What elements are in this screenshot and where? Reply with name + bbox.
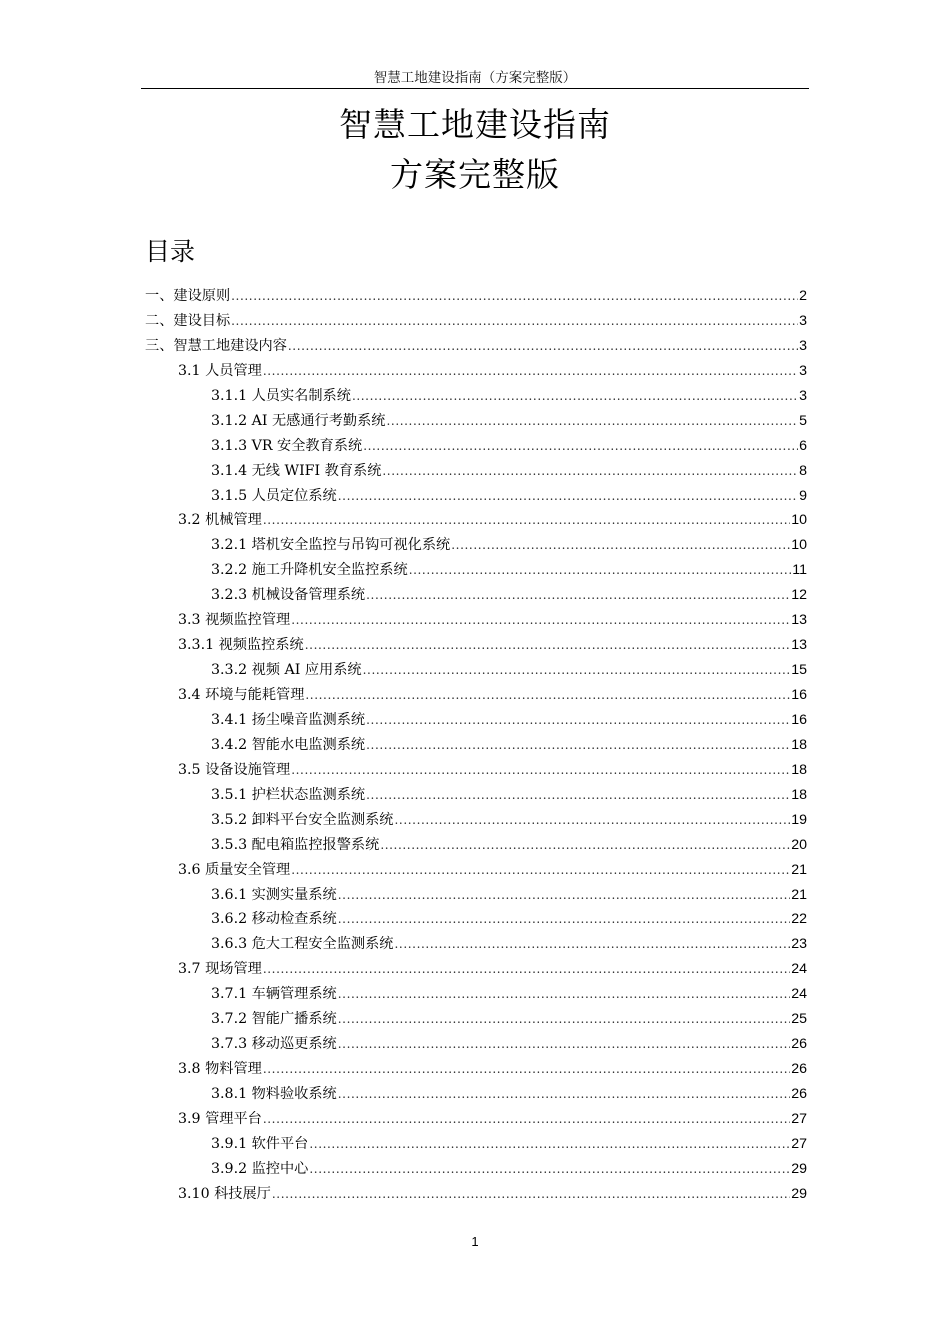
toc-entry-label: 3.6.1 实测实量系统: [211, 886, 337, 903]
document-title: 智慧工地建设指南: [339, 105, 611, 144]
toc-entry-page: 18: [791, 761, 807, 778]
toc-entry[interactable]: [141, 409, 809, 434]
toc-entry-label: 3.7 现场管理: [178, 961, 262, 978]
toc-entry[interactable]: [141, 459, 809, 484]
toc-entry-label: 3.9.2 监控中心: [211, 1160, 309, 1177]
toc-entry[interactable]: [141, 508, 809, 533]
toc-entry-page: 24: [791, 961, 807, 978]
toc-dot-leader: [366, 708, 790, 733]
toc-dot-leader: [363, 434, 798, 459]
toc-entry-label: 3.9.1 软件平台: [211, 1135, 309, 1152]
toc-entry[interactable]: [141, 932, 809, 957]
toc-entry[interactable]: [141, 434, 809, 459]
toc-entry-label: 3.4 环境与能耗管理: [178, 687, 305, 703]
toc-entry[interactable]: [141, 484, 809, 509]
toc-entry-label: 3.2.3 机械设备管理系统: [211, 587, 366, 604]
toc-entry-page: 3: [799, 362, 807, 379]
toc-entry-label: 3.9 管理平台: [178, 1110, 262, 1127]
toc-entry[interactable]: [141, 1007, 809, 1032]
toc-entry-page: 16: [791, 711, 807, 728]
toc-entry[interactable]: [141, 883, 809, 908]
toc-entry[interactable]: [141, 957, 809, 982]
toc-entry-label: 3.3 视频监控管理: [178, 612, 291, 629]
toc-entry[interactable]: [141, 558, 809, 583]
toc-entry[interactable]: [141, 982, 809, 1007]
document-subtitle: 方案完整版: [390, 155, 560, 194]
toc-dot-leader: [272, 1182, 790, 1207]
toc-entry[interactable]: [141, 783, 809, 808]
toc-dot-leader: [366, 583, 790, 608]
toc-entry-label: 3.8 物料管理: [178, 1061, 262, 1078]
running-header: 智慧工地建设指南（方案完整版）: [373, 70, 577, 86]
toc-entry-page: 15: [791, 662, 807, 679]
toc-entry-label: 3.1.3 VR 安全教育系统: [211, 437, 363, 454]
toc-entry-label: 3.3.1 视频监控系统: [178, 637, 304, 654]
toc-entry-label: 3.4.2 智能水电监测系统: [211, 736, 366, 753]
toc-entry-label: 3.4.1 扬尘噪音监测系统: [211, 711, 366, 728]
toc-entry[interactable]: [141, 309, 809, 334]
toc-entry-page: 3: [799, 387, 807, 404]
toc-entry-label: 3.7.2 智能广播系统: [211, 1011, 337, 1028]
toc-entry[interactable]: [141, 284, 809, 309]
toc-dot-leader: [338, 982, 790, 1007]
toc-entry-page: 13: [791, 612, 807, 629]
toc-entry[interactable]: [141, 608, 809, 633]
toc-entry-page: 18: [791, 736, 807, 753]
toc-entry-label: 一、建设原则: [145, 288, 231, 304]
toc-entry[interactable]: [141, 334, 809, 359]
toc-entry[interactable]: [141, 1032, 809, 1057]
toc-entry[interactable]: [141, 1132, 809, 1157]
toc-dot-leader: [338, 1032, 790, 1057]
toc-dot-leader: [263, 359, 798, 384]
toc-entry[interactable]: [141, 733, 809, 758]
toc-entry-page: 21: [791, 861, 807, 878]
toc-entry-page: 21: [791, 886, 807, 903]
toc-dot-leader: [382, 459, 798, 484]
toc-dot-leader: [338, 484, 798, 509]
toc-entry-page: 3: [799, 337, 807, 354]
toc-entry-label: 三、智慧工地建设内容: [145, 337, 287, 354]
toc-dot-leader: [380, 833, 790, 858]
toc-entry-page: 10: [791, 512, 807, 529]
toc-entry[interactable]: [141, 533, 809, 558]
toc-entry[interactable]: [141, 633, 809, 658]
toc-entry-label: 3.1.5 人员定位系统: [211, 487, 337, 504]
page-number: 1: [471, 1234, 479, 1249]
toc-entry-page: 24: [791, 986, 807, 1003]
toc-entry-page: 29: [791, 1185, 807, 1202]
toc-dot-leader: [451, 533, 790, 558]
toc-entry[interactable]: [141, 1107, 809, 1132]
toc-entry[interactable]: [141, 808, 809, 833]
toc-dot-leader: [305, 683, 790, 708]
toc-entry[interactable]: [141, 359, 809, 384]
toc-entry-page: 26: [791, 1086, 807, 1102]
toc-entry[interactable]: [141, 384, 809, 409]
toc-dot-leader: [338, 907, 790, 932]
toc-dot-leader: [263, 1107, 790, 1132]
toc-entry[interactable]: [141, 683, 809, 708]
toc-entry-label: 3.6.3 危大工程安全监测系统: [211, 936, 394, 953]
toc-dot-leader: [386, 409, 798, 434]
toc-dot-leader: [231, 309, 798, 334]
toc-entry-label: 3.5.2 卸料平台安全监测系统: [211, 811, 394, 828]
toc-entry-label: 3.7.3 移动巡更系统: [211, 1036, 337, 1053]
toc-dot-leader: [309, 1157, 790, 1182]
toc-entry[interactable]: [141, 708, 809, 733]
toc-entry[interactable]: [141, 658, 809, 683]
toc-entry-label: 3.6 质量安全管理: [178, 861, 291, 878]
toc-dot-leader: [363, 658, 791, 683]
toc-entry-page: 18: [791, 786, 807, 803]
toc-entry-page: 23: [791, 936, 807, 953]
toc-entry-label: 3.1.4 无线 WIFI 教育系统: [211, 462, 382, 479]
toc-dot-leader: [263, 508, 790, 533]
toc-entry[interactable]: [141, 907, 809, 932]
toc-entry[interactable]: [141, 1182, 809, 1207]
toc-heading: 目录: [145, 237, 196, 266]
toc-entry-label: 3.1 人员管理: [178, 362, 262, 379]
toc-dot-leader: [305, 633, 790, 658]
toc-entry-page: 2: [799, 288, 807, 304]
toc-entry-label: 3.3.2 视频 AI 应用系统: [211, 662, 362, 679]
toc-entry-page: 26: [791, 1036, 807, 1053]
toc-dot-leader: [338, 883, 790, 908]
toc-entry-page: 13: [791, 637, 807, 654]
toc-entry-page: 27: [791, 1110, 807, 1127]
toc-entry-page: 5: [799, 412, 807, 429]
toc-entry[interactable]: [141, 758, 809, 783]
toc-entry-label: 3.2.1 塔机安全监控与吊钩可视化系统: [211, 537, 451, 554]
toc-entry-page: 12: [791, 587, 807, 604]
toc-entry-page: 26: [791, 1061, 807, 1078]
toc-entry-page: 11: [792, 562, 807, 579]
toc-entry-label: 3.2.2 施工升降机安全监控系统: [211, 562, 408, 579]
table-of-contents: [141, 284, 809, 1207]
toc-dot-leader: [395, 808, 791, 833]
toc-entry-page: 16: [791, 687, 807, 703]
toc-entry-label: 3.1.2 AI 无感通行考勤系统: [211, 412, 386, 429]
toc-dot-leader: [231, 284, 798, 309]
toc-entry-page: 10: [791, 537, 807, 554]
toc-dot-leader: [263, 1057, 790, 1082]
toc-entry-page: 3: [799, 312, 807, 329]
toc-entry-page: 22: [791, 911, 807, 928]
toc-dot-leader: [291, 758, 790, 783]
toc-entry-page: 6: [799, 437, 807, 454]
toc-entry-page: 25: [791, 1011, 807, 1028]
toc-entry[interactable]: [141, 1082, 809, 1107]
toc-entry-label: 3.1.1 人员实名制系统: [211, 387, 351, 404]
toc-entry-label: 3.2 机械管理: [178, 512, 262, 529]
toc-entry[interactable]: [141, 1157, 809, 1182]
toc-dot-leader: [338, 1007, 790, 1032]
header-divider: [141, 88, 809, 89]
toc-entry-page: 27: [791, 1135, 807, 1152]
toc-entry-page: 20: [791, 836, 807, 853]
toc-dot-leader: [352, 384, 798, 409]
toc-entry-page: 8: [799, 462, 807, 479]
toc-dot-leader: [288, 334, 798, 359]
toc-entry-label: 3.8.1 物料验收系统: [211, 1086, 337, 1102]
toc-dot-leader: [263, 957, 790, 982]
toc-entry-label: 3.5 设备设施管理: [178, 761, 291, 778]
toc-entry[interactable]: [141, 833, 809, 858]
toc-entry[interactable]: [141, 858, 809, 883]
toc-dot-leader: [338, 1082, 790, 1107]
toc-dot-leader: [409, 558, 792, 583]
toc-dot-leader: [395, 932, 791, 957]
toc-entry-page: 9: [799, 487, 807, 504]
toc-dot-leader: [291, 858, 790, 883]
toc-dot-leader: [309, 1132, 790, 1157]
toc-entry-label: 二、建设目标: [145, 312, 231, 329]
toc-entry-label: 3.10 科技展厅: [178, 1185, 271, 1202]
toc-dot-leader: [366, 733, 790, 758]
toc-dot-leader: [291, 608, 790, 633]
toc-entry-label: 3.5.1 护栏状态监测系统: [211, 786, 366, 803]
toc-entry-page: 19: [791, 811, 807, 828]
toc-entry-page: 29: [791, 1160, 807, 1177]
toc-entry[interactable]: [141, 1057, 809, 1082]
toc-entry-label: 3.5.3 配电箱监控报警系统: [211, 836, 380, 853]
toc-dot-leader: [366, 783, 790, 808]
toc-entry[interactable]: [141, 583, 809, 608]
toc-entry-label: 3.7.1 车辆管理系统: [211, 986, 337, 1003]
toc-entry-label: 3.6.2 移动检查系统: [211, 911, 337, 928]
